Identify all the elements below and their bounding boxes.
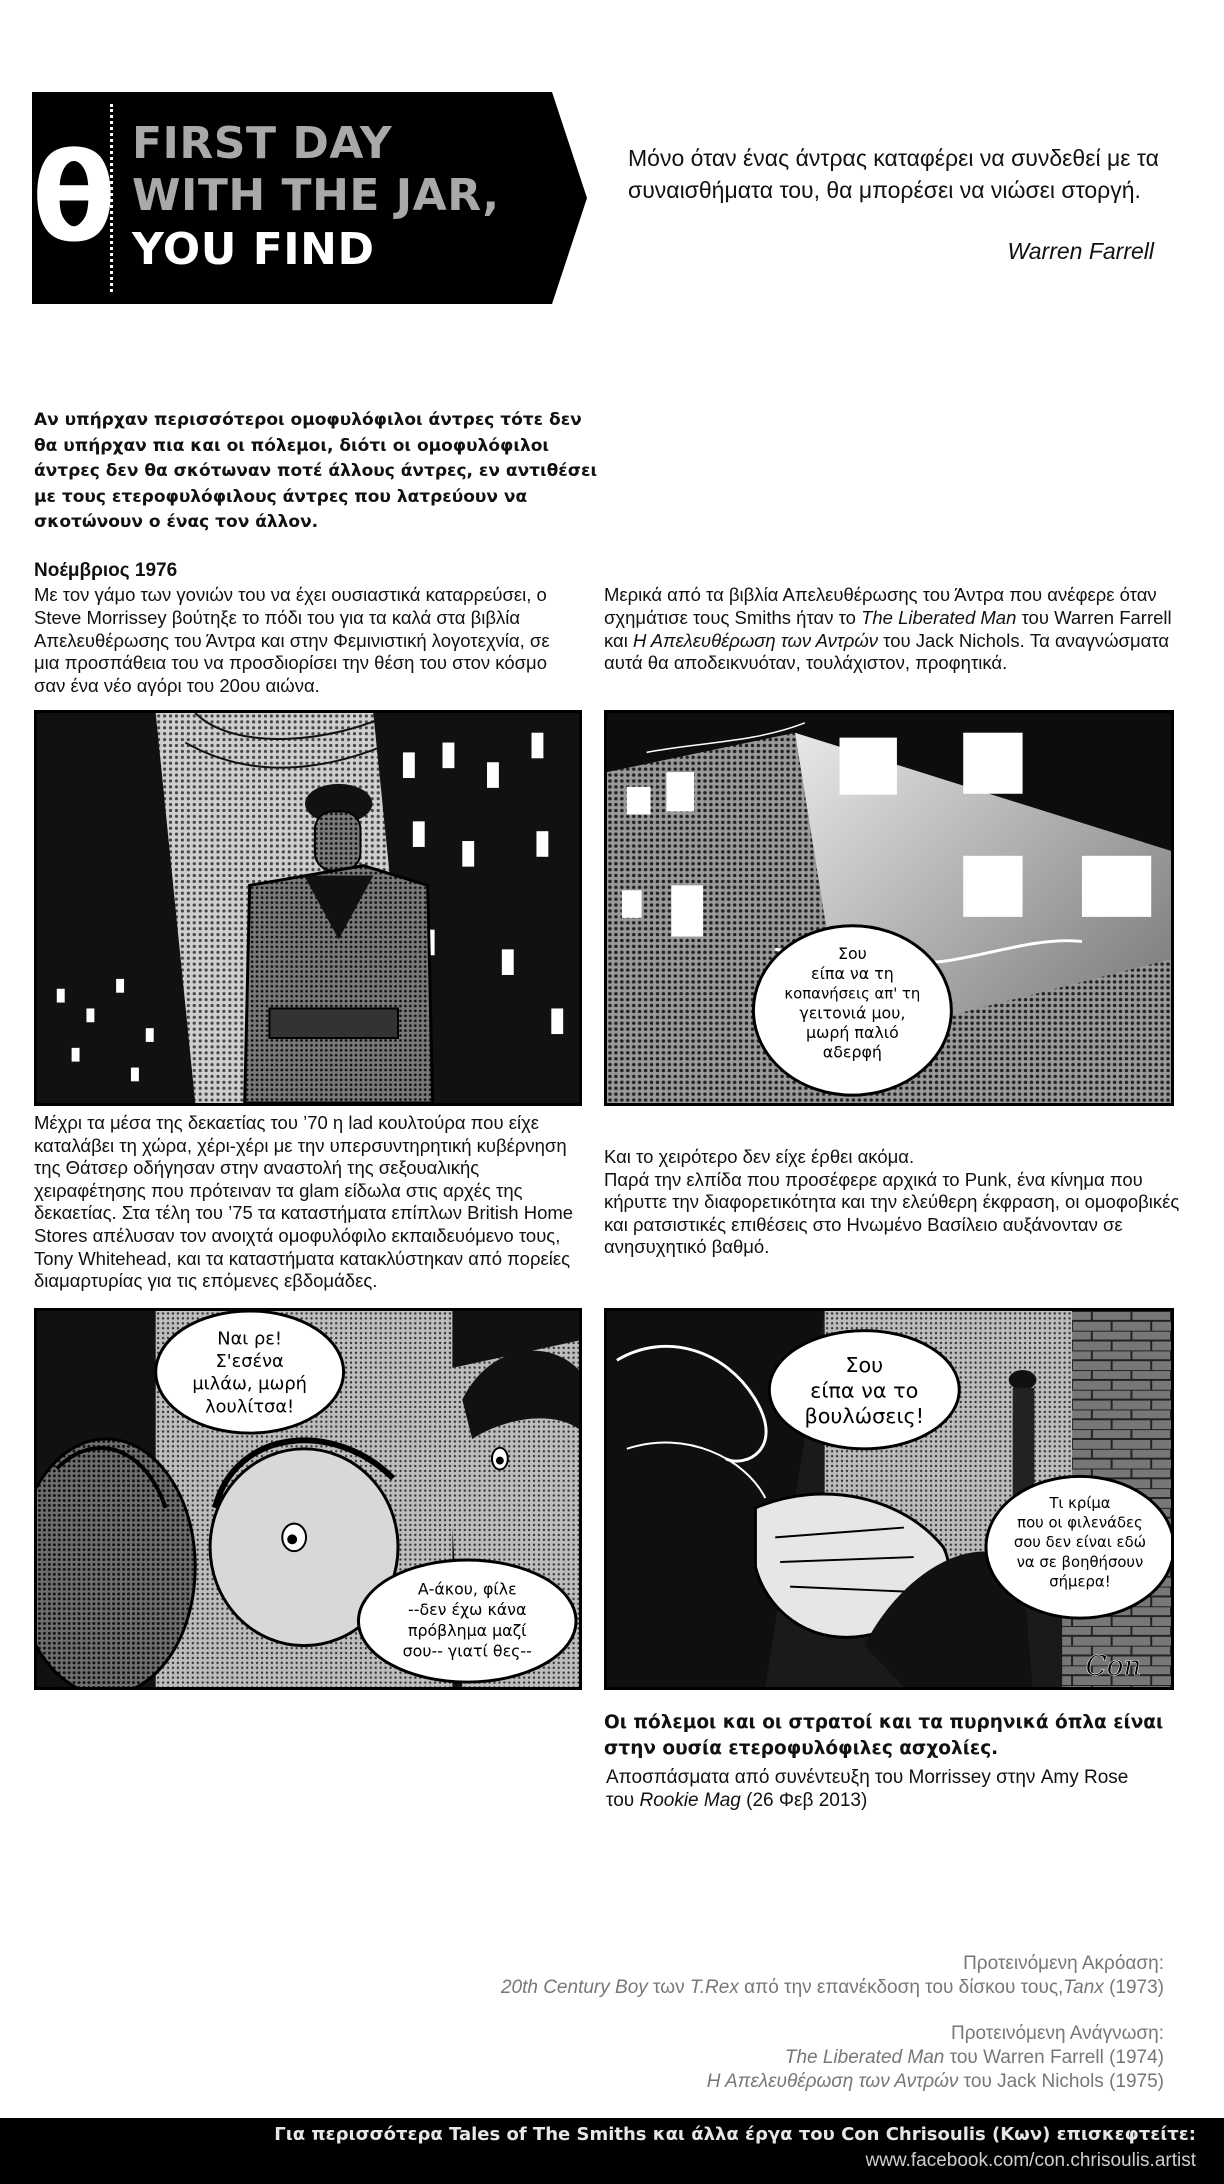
story-paragraph-1: Με τον γάμο των γονιών του να έχει ουσιαστικά καταρρεύσει, ο Steve Morrissey βούτηξε το πόδι του για τα καλά στα βιβλία Απελευθέρωσης του Άντρα και στην Φεμινιστική λογοτεχνία, σε μια προσπάθεια του να προσδιορίσει την θέση του στον κόσμο σαν ένα νέο αγόρι του 20ου αιώνα. — [34, 584, 550, 697]
read-1-rest: του Warren Farrell (1974) — [944, 2047, 1164, 2068]
story-paragraph-4 — [604, 1146, 1184, 1259]
footer-link[interactable]: www.facebook.com/con.chrisoulis.artist — [865, 2150, 1196, 2171]
panel-3-speech-bubble-top — [156, 1311, 344, 1433]
listen-rest: από την επανέκδοση του δίσκου τους, — [738, 1977, 1064, 1998]
para4-line-2: Παρά την ελπίδα που προσέφερε αρχικά το Punk, ένα κίνημα που κήρυττε την διαφορετικότητα και την ελεύθερη έκφραση, οι ομοφοβικές και ρατσιστικές επιθέσεις στο Ηνωμένο Βασίλειο αυξάνονταν σε ανησυχητικό βαθμό. — [604, 1168, 1180, 1258]
title-divider — [110, 104, 113, 292]
para2-text-a: Μερικά από τα βιβλία Απελευθέρωσης του Άντρα που ανέφερε όταν σχημάτισε τους Smiths ήταν το — [604, 584, 1157, 628]
panel-4-speech-bubble-top — [769, 1331, 959, 1449]
comic-panel-3 — [34, 1308, 582, 1690]
recommended-listening-heading: Προτεινόμενη Ακρόαση: — [963, 1953, 1164, 1974]
listen-by: των — [647, 1977, 690, 1998]
quote-source — [606, 1766, 1186, 1812]
story-paragraph-3: Μέχρι τα μέσα της δεκαετίας του ’70 η lad κουλτούρα που είχε καταλάβει τη χώρα, χέρι-χέρι με την υπερσυντηρητική κυβέρνηση της Θάτσερ οδήγησαν στην αναστολή της σεξουαλικής χειραφέτησης που πρότειναν τα glam είδωλα στις αρχές της δεκαετίας. Στα τέλη του ’75 τα καταστήματα επίπλων British Home Stores απέλυσαν τον ανοιχτά ομοφυλόφιλο εκπαιδευόμενο τους, Tony Whitehead, και τα καταστήματα κατακλύστηκαν από πορείες διαμαρτυρίας για τις επόμενες εβδομάδες. — [34, 1112, 574, 1292]
panel-1-artwork — [37, 713, 579, 1103]
p3-top-line-1: Ναι ρε! — [217, 1329, 283, 1350]
chapter-title-line-3: YOU FIND — [132, 224, 375, 275]
p3-bottom-line-2: --δεν έχω κάνα — [408, 1600, 527, 1620]
source-magazine: Rookie Mag — [639, 1790, 741, 1811]
read-2-rest: του Jack Nichols (1975) — [958, 2071, 1164, 2092]
p4-right-line-1: Τι κρίμα — [1049, 1494, 1111, 1512]
chapter-letter: θ — [32, 127, 116, 269]
artist-signature: Con — [1085, 1649, 1142, 1683]
read-1-title: The Liberated Man — [784, 2047, 945, 2068]
book-title-liberated-man: The Liberated Man — [861, 606, 1017, 628]
panel-4-speech-bubble-right — [986, 1476, 1171, 1618]
p3-top-line-4: λουλίτσα! — [205, 1397, 295, 1418]
listen-year: (1973) — [1103, 1977, 1164, 1998]
read-2-title: Η Απελευθέρωση των Αντρών — [706, 2071, 959, 2092]
para2-text-e: του Jack Nichols. Τα αναγνώσματα αυτά θα αποδεικνυόταν, τουλάχιστον, προφητικά. — [604, 629, 1170, 674]
story-date: Νοέμβριος 1976 — [34, 560, 178, 581]
p3-bottom-line-4: σου-- γιατί θες-- — [402, 1641, 532, 1661]
p2-bubble-line-4: γειτονιά μου, — [799, 1003, 906, 1023]
p4-top-line-2: είπα να το — [810, 1378, 919, 1403]
p3-bottom-line-3: πρόβλημα μαζί — [407, 1620, 527, 1640]
panel-2-artwork — [607, 713, 1171, 1103]
panel-3-artwork — [37, 1311, 579, 1687]
p4-right-line-2: που οι φιλενάδες — [1017, 1514, 1143, 1532]
panel-2-speech-bubble — [753, 926, 951, 1095]
p2-bubble-line-5: μωρή παλιό — [806, 1023, 899, 1042]
intro-quote: Αν υπήρχαν περισσότεροι ομοφυλόφιλοι άντρες τότε δεν θα υπήρχαν πια και οι πόλεμοι, διότι οι ομοφυλόφιλοι άντρες δεν θα σκότωναν ποτέ άλλους άντρες, εν αντιθέσει με τους ετεροφυλόφιλους άντρες που λατρεύουν να σκοτώνουν ο ένας τον άλλον. — [34, 410, 598, 532]
p2-bubble-line-6: αδερφή — [822, 1042, 882, 1062]
chapter-title-line-2: WITH THE JAR, — [132, 170, 500, 221]
para4-line-1: Και το χειρότερο δεν είχε έρθει ακόμα. — [604, 1146, 915, 1167]
p2-bubble-line-2: είπα να τη — [811, 963, 894, 983]
panel-3-speech-bubble-bottom — [358, 1560, 576, 1682]
epigraph-text: Μόνο όταν ένας άντρας καταφέρει να συνδεθεί με τα συναισθήματα του, θα μπορέσει να νιώσει στοργή. — [628, 145, 1159, 203]
recommended-reading-heading: Προτεινόμενη Ανάγνωση: — [950, 2023, 1164, 2044]
source-line-1: Αποσπάσματα από συνέντευξη του Morrissey στην Amy Rose — [606, 1767, 1129, 1788]
book-title-men-liberation: Η Απελευθέρωση των Αντρών — [632, 629, 879, 651]
p2-bubble-line-1: Σου — [837, 944, 867, 964]
source-line-2 — [606, 1789, 1186, 1812]
p3-bottom-line-1: Α-άκου, φίλε — [417, 1579, 517, 1599]
source-text-b: του — [606, 1790, 640, 1811]
para2-text-c: του Warren Farrell και — [604, 606, 1172, 651]
panel-4-artwork — [607, 1311, 1171, 1687]
chapter-title-line-1: FIRST DAY — [132, 118, 393, 169]
listen-song: 20th Century Boy — [500, 1977, 648, 1998]
story-paragraph-2 — [604, 584, 1184, 675]
recommended-reading-item-1 — [785, 2046, 1164, 2070]
p4-top-line-1: Σου — [845, 1353, 884, 1378]
p2-bubble-line-3: κοπανήσεις απ' τη — [784, 985, 921, 1003]
comic-panel-4 — [604, 1308, 1174, 1690]
footer-text: Για περισσότερα Tales of The Smiths και άλλα έργα του Con Chrisoulis (Κων) επισκεφτείτε: — [274, 2124, 1196, 2145]
p3-top-line-2: Σ'εσένα — [215, 1352, 284, 1373]
recommended-listening-item — [501, 1976, 1164, 2000]
comic-panel-1 — [34, 710, 582, 1106]
p4-right-line-3: σου δεν είναι εδώ — [1013, 1534, 1147, 1552]
epigraph-author: Warren Farrell — [1007, 238, 1154, 264]
listen-artist: T.Rex — [689, 1977, 739, 1998]
p4-right-line-5: σήμερα! — [1049, 1573, 1111, 1591]
p3-top-line-3: μιλάω, μωρή — [192, 1374, 307, 1395]
listen-album: Tanx — [1063, 1977, 1104, 1998]
p4-top-line-3: βουλώσεις! — [804, 1404, 925, 1429]
source-date: (26 Φεβ 2013) — [740, 1790, 868, 1811]
recommended-reading-item-2 — [707, 2070, 1164, 2094]
p4-right-line-4: να σε βοηθήσουν — [1016, 1553, 1144, 1571]
closing-quote: Οι πόλεμοι και οι στρατοί και τα πυρηνικά όπλα είναι στην ουσία ετεροφυλόφιλες ασχολίες. — [604, 1712, 1164, 1759]
comic-panel-2 — [604, 710, 1174, 1106]
